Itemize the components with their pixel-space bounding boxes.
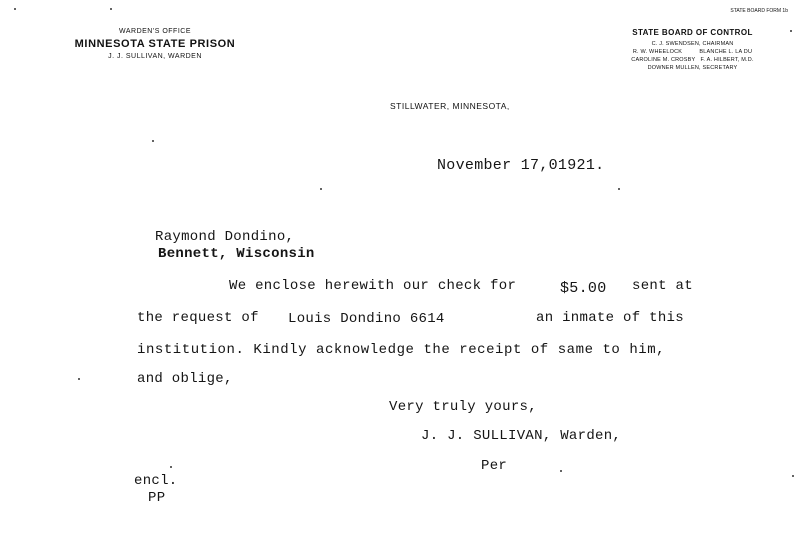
scan-speck <box>152 140 154 142</box>
board-members-2: CAROLINE M. CROSBY F. A. HILBERT, M.D. <box>631 57 754 63</box>
scan-speck <box>560 470 562 472</box>
scan-speck <box>790 30 792 32</box>
body-line-3: institution. Kindly acknowledge the receipt of same to him, <box>137 342 666 358</box>
body-line-4: and oblige, <box>137 371 233 387</box>
board-secretary: DOWNER MULLEN, SECRETARY <box>647 65 738 71</box>
scan-speck <box>618 188 620 190</box>
board-members-1: R. W. WHEELOCK BLANCHE L. LA DU <box>632 49 753 55</box>
letter-place: STILLWATER, MINNESOTA, <box>390 101 510 111</box>
scan-speck <box>792 475 794 477</box>
scan-speck <box>78 378 80 380</box>
closing-signer: J. J. SULLIVAN, Warden, <box>421 428 622 444</box>
letterhead-warden: J. J. SULLIVAN, WARDEN <box>108 53 202 60</box>
form-number: STATE BOARD FORM 1b <box>730 8 788 14</box>
recipient-name: Raymond Dondino, <box>155 229 295 245</box>
scan-speck <box>110 8 112 10</box>
enclosure-note: encl. <box>134 473 178 489</box>
body-line-1-end: sent at <box>632 278 693 294</box>
body-line-2: the request of <box>137 310 259 326</box>
letterhead <box>40 28 270 60</box>
closing-per: Per <box>481 458 508 474</box>
letter-date: November 17,01921. <box>437 157 605 174</box>
scan-speck <box>14 8 16 10</box>
inmate-name: Louis Dondino 6614 <box>288 311 445 327</box>
body-line-1 <box>229 278 516 294</box>
check-amount: $5.00 <box>560 280 607 297</box>
board-title: STATE BOARD OF CONTROL <box>632 28 753 37</box>
board-of-control <box>585 8 800 72</box>
scan-speck <box>320 188 322 190</box>
body-line-2-end: an inmate of this <box>536 310 684 326</box>
letterhead-office: WARDEN'S OFFICE <box>119 28 191 35</box>
typist-initials: PP <box>148 490 166 506</box>
closing-salutation: Very truly yours, <box>389 399 537 415</box>
board-chairman: C. J. SWENDSEN, CHAIRMAN <box>651 41 734 47</box>
letterhead-institution: MINNESOTA STATE PRISON <box>74 38 236 50</box>
scan-speck <box>170 466 172 468</box>
recipient-address: Bennett, Wisconsin <box>158 246 315 262</box>
body-line-1-text: We enclose herewith our check for <box>229 278 517 294</box>
